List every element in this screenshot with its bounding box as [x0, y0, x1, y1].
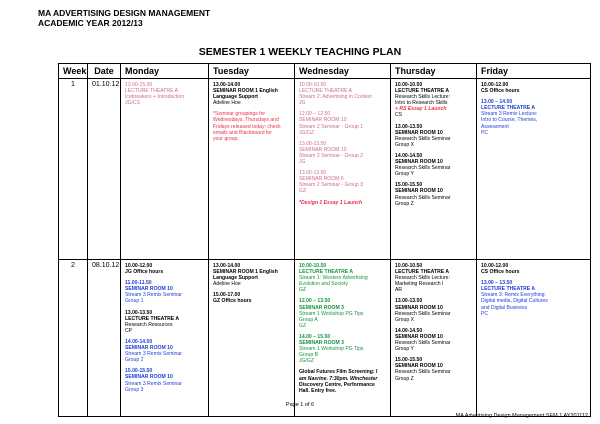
- col-header-friday: Friday: [477, 64, 591, 79]
- session-line: LECTURE THEATRE A: [299, 88, 353, 95]
- session-line: LECTURE THEATRE A: [395, 269, 450, 276]
- session-line: SEMINAR ROOM 10: [395, 333, 443, 340]
- session-line: LECTURE THEATRE A: [481, 105, 536, 112]
- session-line: *Design 1 Essay 1 Launch: [299, 199, 363, 206]
- session-line: Stream 3 Remix Seminar: [125, 380, 182, 387]
- session-line: PC: [481, 129, 489, 136]
- session-entry: [299, 298, 386, 328]
- session-entry: [481, 82, 586, 94]
- session-entry: [395, 182, 472, 206]
- day-cell-friday: [477, 260, 591, 417]
- session-entry: [125, 280, 204, 304]
- session-line: 14.00-14.50: [395, 327, 423, 334]
- session-line: Group 1: [125, 298, 144, 305]
- session-line: CS Office hours: [481, 88, 520, 95]
- session-line: Evolution and Society: [299, 281, 348, 288]
- session-entry: [481, 263, 586, 275]
- session-line: 13.00-13.50: [125, 309, 153, 316]
- session-line: 10.00-10.50: [299, 82, 327, 88]
- session-line: Stream 2 Seminar - Group 3: [299, 182, 363, 189]
- session-line: Wednesdays, Thursdays and: [213, 117, 279, 124]
- session-line: Group 2: [125, 357, 144, 364]
- header-row: [59, 64, 591, 79]
- week-number: 2: [59, 260, 88, 417]
- session-line: Adeline Hoe: [213, 281, 241, 288]
- session-line: 13.00-15.00: [125, 82, 153, 88]
- session-line: AR: [395, 287, 403, 294]
- session-line: Research Skills Lecture:: [395, 275, 450, 282]
- table-row: [59, 260, 591, 417]
- session-line: 13.00-13.50: [395, 298, 423, 305]
- day-cell-monday: [121, 260, 209, 417]
- session-line: 13.00-14.00: [213, 82, 241, 88]
- session-line: and Digital Business: [481, 304, 528, 311]
- day-cell-monday: [121, 79, 209, 260]
- session-line: 13.00-13.50: [299, 140, 327, 147]
- session-line: 15.00-17.00: [213, 292, 241, 299]
- session-line: Icebreakers + Introduction: [125, 94, 185, 101]
- document-header: [38, 8, 210, 28]
- session-line: 15.00-15.50: [395, 182, 423, 189]
- session-entry: [299, 111, 386, 135]
- day-cell-friday: [477, 79, 591, 260]
- session-line: 14.00-14.50: [125, 338, 153, 345]
- session-line: CP: [125, 327, 133, 334]
- session-line: SEMINAR ROOM 10: [395, 159, 443, 166]
- session-entry: [299, 141, 386, 165]
- session-entry: [299, 200, 386, 206]
- session-entry: [125, 82, 204, 106]
- session-line: LECTURE THEATRE A: [481, 286, 536, 293]
- session-line: 12.00 – 12.50: [299, 111, 331, 118]
- session-entry: [299, 263, 386, 293]
- session-line: Stream 3: Remix Everything:: [481, 292, 546, 299]
- session-line: 12.00 – 13.50: [299, 298, 331, 305]
- session-line: SEMINAR ROOM 10: [125, 286, 173, 293]
- session-line: Stream 3 Remix Seminar: [125, 351, 182, 358]
- session-line: 10.00-12.00: [481, 82, 509, 88]
- session-line: 10.00-10.50: [395, 263, 423, 269]
- header-academic-year: ACADEMIC YEAR 2012/13: [38, 18, 143, 28]
- week-number: 1: [59, 79, 88, 260]
- session-line: Digital media, Digital Cultures: [481, 298, 548, 305]
- session-line: Stream 3 Remix Lecture:: [481, 111, 538, 118]
- session-entry: [213, 82, 290, 106]
- session-line: 10.00-12.00: [481, 263, 509, 269]
- session-line: CS Office hours: [481, 269, 520, 276]
- session-line: am Nasrine. 7:30pm. Winchester: [299, 375, 378, 382]
- session-entry: [299, 82, 386, 106]
- session-line: Fridays released today: check: [213, 123, 281, 130]
- session-line: 13.00 – 14.50: [481, 99, 513, 106]
- session-entry: [395, 357, 472, 381]
- session-line: LECTURE THEATRE A: [299, 269, 354, 276]
- session-line: GZ: [299, 188, 307, 195]
- session-line: JG: [299, 159, 306, 166]
- session-line: Stream 2: Advertising in Context: [299, 94, 372, 101]
- session-line: 13.00 – 13.50: [481, 280, 513, 287]
- session-entry: [213, 111, 290, 141]
- session-line: SEMINAR ROOM 3: [299, 304, 344, 311]
- session-line: Intro to Research Skills: [395, 100, 448, 107]
- session-line: JG Office hours: [125, 269, 164, 276]
- col-header-wednesday: Wednesday: [295, 64, 391, 79]
- session-line: JG/GZ: [299, 129, 314, 136]
- session-line: JG/GZ: [299, 358, 314, 365]
- day-cell-thursday: [391, 260, 477, 417]
- session-entry: [299, 369, 386, 393]
- session-line: Language Support: [213, 94, 258, 101]
- session-line: SEMINAR ROOM 10: [299, 117, 347, 124]
- day-cell-tuesday: [209, 79, 295, 260]
- document-footer: MA Advertising Design Management SEM 1 AY201112: [455, 413, 588, 419]
- session-line: Intro to Course, Themes,: [481, 117, 538, 124]
- session-line: 10.00-12.00: [125, 263, 153, 269]
- col-header-tuesday: Tuesday: [209, 64, 295, 79]
- session-entry: [125, 310, 204, 334]
- day-cell-thursday: [391, 79, 477, 260]
- session-line: SEMINAR ROOM 3: [299, 340, 344, 347]
- session-line: SEMINAR ROOM 6: [299, 176, 344, 183]
- session-line: Research Skills Seminar: [395, 340, 451, 347]
- session-line: SEMINAR ROOM 10: [395, 188, 443, 195]
- session-line: Research Skills Seminar: [395, 369, 451, 376]
- session-line: 14.00-14.50: [395, 152, 423, 159]
- col-header-week: Week: [59, 64, 88, 79]
- session-line: Global Futures Film Screening: I: [299, 369, 378, 376]
- session-line: JG: [299, 100, 306, 107]
- session-line: Group Y: [395, 171, 414, 178]
- session-line: SEMINAR ROOM 10: [299, 146, 347, 153]
- session-entry: [125, 368, 204, 392]
- session-line: Hall. Entry free.: [299, 387, 337, 394]
- session-line: Group Z: [395, 375, 414, 382]
- session-entry: [395, 328, 472, 352]
- session-line: your group.: [213, 135, 239, 142]
- session-line: Stream 2 Seminar - Group 2: [299, 152, 363, 159]
- session-line: Research Skills Lecture:: [395, 94, 450, 101]
- session-line: GZ: [299, 287, 307, 294]
- session-line: Assessment: [481, 123, 509, 130]
- session-line: SEMINAR ROOM 10: [125, 374, 173, 381]
- session-entry: [395, 153, 472, 177]
- session-line: LECTURE THEATRE A: [395, 88, 450, 95]
- session-line: Stream 3 Remix Seminar: [125, 292, 182, 299]
- teaching-plan-table: [58, 63, 591, 417]
- session-entry: [395, 298, 472, 322]
- day-cell-tuesday: [209, 260, 295, 417]
- session-entry: [213, 292, 290, 304]
- session-line: SEMINAR ROOM 10: [125, 345, 173, 352]
- session-entry: [125, 263, 204, 275]
- session-entry: [395, 124, 472, 148]
- session-line: 15.00-15.50: [125, 368, 153, 375]
- col-header-thursday: Thursday: [391, 64, 477, 79]
- session-line: + RS Essay 1 Launch: [395, 106, 447, 113]
- session-line: Stream 1 Workshop PG Tips: [299, 310, 364, 317]
- session-entry: [395, 263, 472, 293]
- session-line: Group Z: [395, 200, 414, 207]
- session-line: SEMINAR ROOM 10: [395, 363, 443, 370]
- table-row: [59, 79, 591, 260]
- session-line: Group B: [299, 352, 318, 359]
- session-line: Group X: [395, 316, 414, 323]
- session-line: Discovery Centre, Performance: [299, 381, 375, 388]
- session-line: 10.00-10.50: [299, 263, 327, 269]
- session-entry: [299, 170, 386, 194]
- session-line: Stream 2 Seminar - Group 1: [299, 123, 363, 130]
- session-line: SEMINAR ROOM 10: [395, 304, 443, 311]
- session-line: PC: [481, 310, 489, 317]
- session-entry: [213, 263, 290, 287]
- session-line: Research Resources: [125, 321, 173, 328]
- session-line: 13.00-14.00: [213, 263, 241, 269]
- session-line: 13.00-13.50: [299, 170, 327, 177]
- session-line: 11.00-11.50: [125, 280, 152, 287]
- day-cell-wednesday: [295, 260, 391, 417]
- session-entry: [481, 280, 586, 317]
- session-line: Marketing Research I: [395, 281, 444, 288]
- page-number: Page 1 of 6: [285, 402, 315, 408]
- page-title: SEMESTER 1 WEEKLY TEACHING PLAN: [198, 46, 402, 58]
- session-line: Research Skills Seminar: [395, 310, 451, 317]
- session-line: Research Skills Seminar: [395, 165, 451, 172]
- session-line: SEMINAR ROOM 1 English: [213, 88, 278, 95]
- week-date: 01.10.12: [88, 79, 121, 260]
- session-line: SEMINAR ROOM 1 English: [213, 269, 278, 276]
- header-programme: MA ADVERTISING DESIGN MANAGEMENT: [38, 8, 211, 18]
- session-line: Research Skills Seminar: [395, 135, 451, 142]
- session-line: Group A: [299, 316, 318, 323]
- session-line: Adeline Hoe: [213, 100, 241, 107]
- session-line: CS: [395, 112, 403, 119]
- session-entry: [481, 99, 586, 136]
- col-header-monday: Monday: [121, 64, 209, 79]
- session-line: *Seminar groupings for: [213, 111, 266, 118]
- session-entry: [125, 339, 204, 363]
- col-header-date: Date: [88, 64, 121, 79]
- session-line: JG/CS: [125, 100, 141, 107]
- session-line: emails and Blackboard for: [213, 129, 272, 136]
- session-line: Language Support: [213, 275, 258, 282]
- session-line: LECTURE THEATRE A: [125, 315, 180, 322]
- session-line: Stream 1: Western Advertising: [299, 275, 368, 282]
- session-line: LECTURE THEATRE A: [125, 88, 179, 95]
- session-line: Group X: [395, 141, 414, 148]
- session-line: 14.00 – 15.50: [299, 333, 331, 340]
- day-cell-wednesday: [295, 79, 391, 260]
- session-line: 15.00-15.50: [395, 357, 423, 364]
- session-line: 13.00-13.50: [395, 123, 423, 130]
- session-entry: [299, 334, 386, 364]
- session-line: SEMINAR ROOM 10: [395, 129, 443, 136]
- week-date: 08.10.12: [88, 260, 121, 417]
- session-line: GZ: [299, 322, 307, 329]
- session-line: Group Y: [395, 346, 414, 353]
- session-entry: [395, 82, 472, 119]
- session-line: GZ Office hours: [213, 298, 252, 305]
- session-line: 10.00-10.50: [395, 82, 423, 88]
- session-line: Stream 1 Workshop PG Tips: [299, 346, 364, 353]
- session-line: Research Skills Seminar: [395, 194, 451, 201]
- session-line: Group 3: [125, 386, 144, 393]
